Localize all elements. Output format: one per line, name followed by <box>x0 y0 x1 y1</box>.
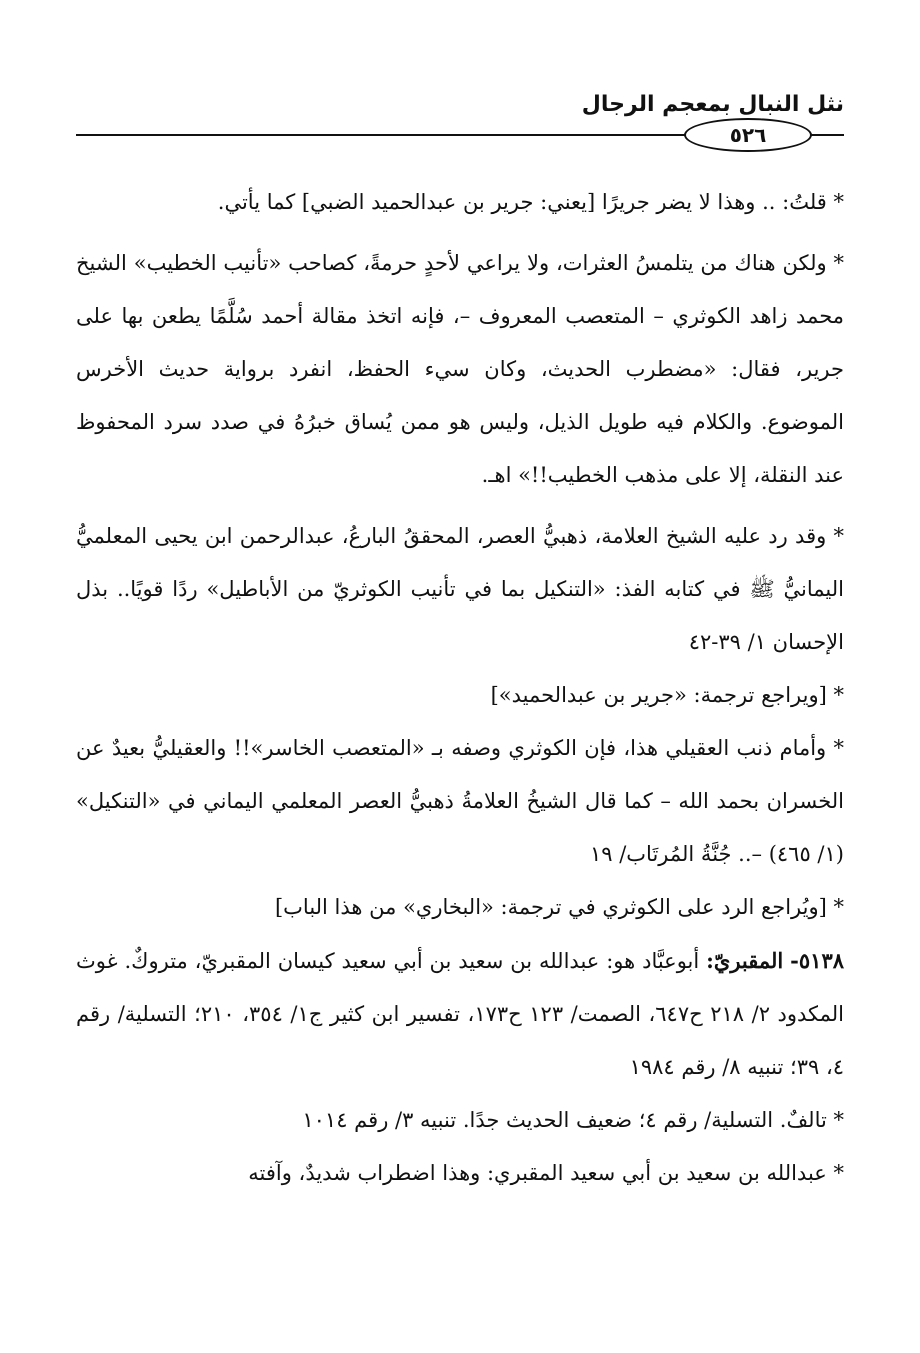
page-body <box>76 176 844 1200</box>
paragraph: * ولكن هناك من يتلمسُ العثرات، ولا يراعي لأحدٍ حرمةً، كصاحب «تأنيب الخطيب» الشيخ محمد زاهد الكوثري – المتعصب المعروف –، فإنه اتخذ مقالة أحمد سُلَّمًا يطعن بها على جرير، فقال: «مضطرب الحديث، وكان سيء الحفظ، انفرد برواية حديث الأخرس الموضوع. والكلام فيه طويل الذيل، وليس هو ممن يُساق خبرُهُ في صدد سرد المحفوظ عند النقلة، إلا على مذهب الخطيب!!» اهـ. <box>76 251 844 487</box>
paragraph: * عبدالله بن سعيد بن أبي سعيد المقبري: وهذا اضطراب شديدٌ، وآفته <box>248 1161 844 1185</box>
paragraph: * وأمام ذنب العقيلي هذا، فإن الكوثري وصفه بـ «المتعصب الخاسر»!! والعقيليُّ بعيدٌ عن الخسران بحمد الله – كما قال الشيخُ العلامةُ ذهبيُّ العصر المعلمي اليماني في «التنكيل» (١/ ٤٦٥) –.. جُنَّةُ المُرتَاب/ ١٩ <box>76 736 844 866</box>
paragraph: * تالفٌ. التسلية/ رقم ٤؛ ضعيف الحديث جدًا. تنبيه ٣/ رقم ١٠١٤ <box>302 1108 844 1132</box>
entry-number: ٥١٣٨- <box>790 948 845 973</box>
paragraph: * [ويراجع ترجمة: «جرير بن عبدالحميد»] <box>490 683 844 707</box>
entry-text: أبوعبَّاد هو: عبدالله بن سعيد بن أبي سعيد كيسان المقبريّ، متروكٌ. غوث المكدود ٢/ ٢١٨ ح٦٤٧، الصمت/ ١٢٣ ح١٧٣، تفسير ابن كثير ج١/ ٣٥٤، ٢١٠؛ التسلية/ رقم ٤، ٣٩؛ تنبيه ٨/ رقم ١٩٨٤ <box>76 949 845 1079</box>
entry-name: المقبريّ: <box>706 948 784 973</box>
entry-paragraph <box>76 934 844 1094</box>
paragraph: * وقد رد عليه الشيخ العلامة، ذهبيُّ العصر، المحققُ البارعُ، عبدالرحمن ابن يحيى المعلميُّ اليمانيُّ ﷺ في كتابه الفذ: «التنكيل بما في تأنيب الكوثريّ من الأباطيل» ردًا قويًا.. بذل الإحسان ١/ ٣٩-٤٢ <box>76 524 844 654</box>
running-title: نثل النبال بمعجم الرجال <box>581 92 844 117</box>
page-header <box>76 88 844 158</box>
page-number-badge: ٥٢٦ <box>684 118 812 152</box>
paragraph: * قلتُ: .. وهذا لا يضر جريرًا [يعني: جرير بن عبدالحميد الضبي] كما يأتي. <box>217 190 844 214</box>
paragraph: * [ويُراجع الرد على الكوثري في ترجمة: «البخاري» من هذا الباب] <box>274 895 844 919</box>
